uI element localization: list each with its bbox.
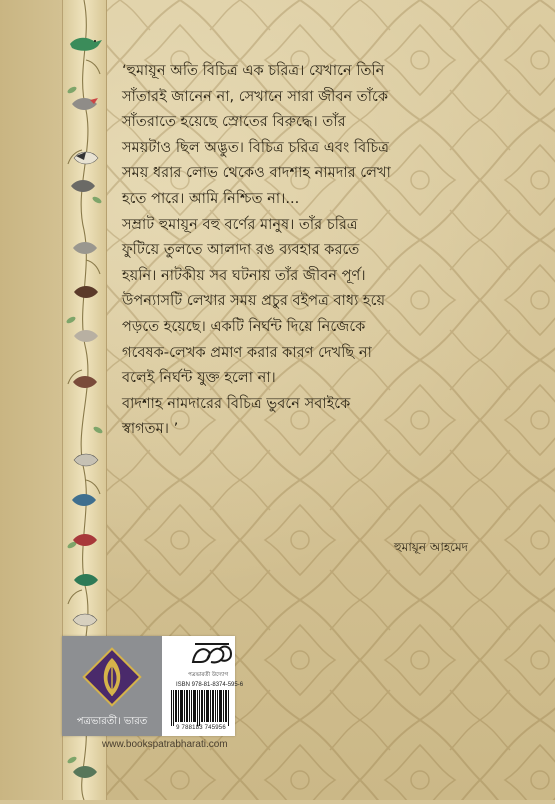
imprint-caption: পত্রভারতী উদ্যোগ — [187, 672, 229, 678]
quote-line: হয়নি। নাটকীয় সব ঘটনায় তাঁর জীবন পূর্ণ। — [122, 266, 366, 284]
quote-line: উপন্যাসটি লেখার সময় প্রচুর বইপত্র বাধ্য হয়ে — [122, 292, 386, 310]
left-margin-band — [0, 0, 62, 800]
author-quote — [122, 58, 542, 442]
author-signature: হুমায়ূন আহমেদ — [394, 540, 468, 554]
barcode-icon — [170, 690, 230, 726]
quote-line: সময় ধরার লোভ থেকেও বাদশাহ নামদার লেখা — [122, 164, 391, 182]
quote-line: বলেই নির্ঘন্ট যুক্ত হলো না। — [122, 369, 276, 387]
isbn-label: ISBN 978-81-8374-595-6 — [176, 682, 244, 688]
quote-line: স্বাগতম। ’ — [122, 420, 179, 438]
publisher-logo-box — [62, 636, 162, 736]
quote-line: ফুটিয়ে তুলতে আলাদা রঙ ব্যবহার করতে — [122, 241, 360, 259]
quote-line: হতে পারে। আমি নিশ্চিত না।... — [122, 189, 300, 207]
patrabharati-leaf-icon — [79, 644, 145, 710]
publisher-panel — [62, 636, 244, 736]
publisher-website[interactable]: www.bookspatrabharati.com — [102, 739, 228, 750]
quote-line: গবেষক-লেখক প্রমাণ করার কারণ দেখছি না — [122, 343, 372, 361]
quote-line: বাদশাহ নামদারের বিচিত্র ভুবনে সবাইকে — [122, 394, 351, 412]
imprint-logo — [189, 640, 235, 674]
quote-line: সাঁতরাতে হয়েছে স্রোতের বিরুদ্ধে। তাঁর — [122, 113, 346, 131]
quote-line: ‘হুমায়ূন অতি বিচিত্র এক চরিত্র। যেখানে তিনি — [122, 62, 385, 79]
publisher-name: পত্রভারতী। ভারত — [76, 716, 148, 727]
barcode-digits: 9 788183 745956 — [176, 725, 226, 731]
quote-line: পড়তে হয়েছে। একটি নির্ঘন্ট দিয়ে নিজেকে — [122, 317, 366, 335]
quote-line: সাঁতারই জানেন না, সেখানে সারা জীবন তাঁকে — [122, 87, 389, 105]
quote-line: সম্রাট হুমায়ূন বহু বর্ণের মানুষ। তাঁর চরিত্র — [122, 215, 358, 233]
quote-line: সময়টাও ছিল অদ্ভুত। বিচিত্র চরিত্র এবং বিচিত্র — [122, 138, 389, 156]
